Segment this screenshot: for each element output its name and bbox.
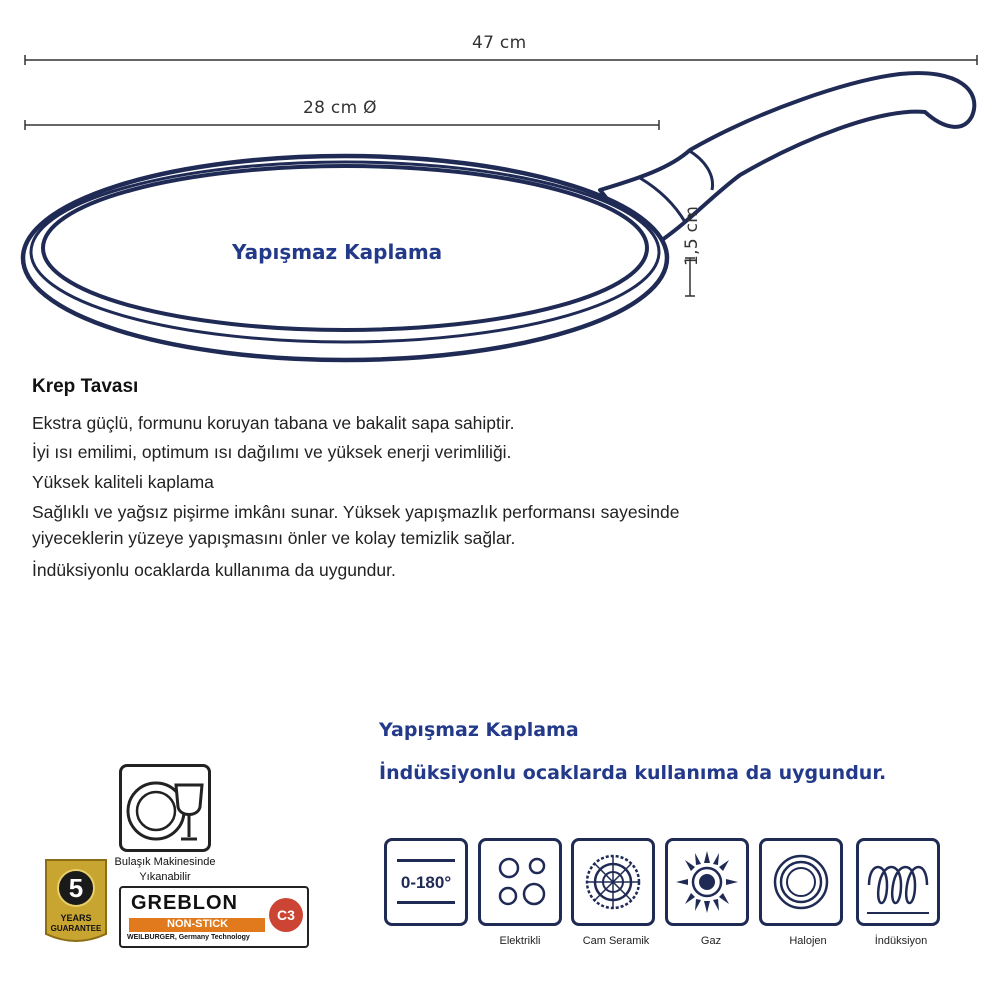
temperature-value: 0-180° [400, 873, 452, 892]
greblon-badge [119, 886, 309, 948]
dishwasher-caption-line2: Yıkanabilir [139, 871, 191, 883]
temperature-range-box [384, 838, 468, 926]
product-line-2: İyi ısı emilimi, optimum ısı dağılımı ve yüksek enerji verimliliği. [32, 442, 512, 462]
induction-hob-icon [859, 841, 937, 923]
height-label: 1,5 cm [682, 205, 702, 266]
guarantee-badge [42, 856, 110, 944]
temperature-top-rule [397, 859, 455, 862]
pan-coating-label: Yapışmaz Kaplama [232, 240, 443, 264]
hob-caption-induction: İndüksiyon [874, 935, 928, 947]
greblon-brand: GREBLON [131, 892, 238, 914]
electric-hob-icon [481, 841, 559, 923]
greblon-sub: NON-STICK [167, 918, 229, 930]
total-length-label: 47 cm [472, 33, 527, 53]
greblon-grade-icon: C3 [269, 898, 303, 932]
gas-hob-box [665, 838, 749, 926]
product-line-4: Sağlıklı ve yağsız pişirme imkânı sunar. Yüksek yapışmazlık performansı sayesinde yiyeceklerin yüzeye yapışmasını önler ve kolay temizlik sağlar. [32, 502, 680, 548]
induction-hob-box [856, 838, 940, 926]
electric-hob-box [478, 838, 562, 926]
product-title: Krep Tavası [32, 376, 139, 397]
dishwasher-safe-icon [119, 764, 211, 852]
ceramic-hob-box [571, 838, 655, 926]
guarantee-number: 5 [68, 873, 84, 903]
ceramic-hob-icon [574, 841, 652, 923]
feature-headline-nonstick: Yapışmaz Kaplama [379, 719, 579, 741]
total-length-dimension-line [25, 55, 977, 65]
hob-caption-ceramic: Cam Seramik [582, 935, 650, 947]
halogen-hob-box [759, 838, 843, 926]
diameter-label: 28 cm Ø [303, 98, 377, 118]
pan-drawing [0, 0, 1000, 370]
guarantee-line1: YEARS [60, 913, 92, 923]
guarantee-line2: GUARANTEE [50, 924, 102, 933]
greblon-maker: WEILBURGER, Germany Technology [127, 934, 250, 941]
dishwasher-caption-line1: Bulaşık Makinesinde [114, 856, 216, 868]
product-line-1: Ekstra güçlü, formunu koruyan tabana ve bakalit sapa sahiptir. [32, 413, 515, 433]
feature-headline-induction: İndüksiyonlu ocaklarda kullanıma da uygundur. [379, 762, 887, 784]
diameter-dimension-line [25, 120, 659, 130]
hob-caption-halogen: Halojen [789, 935, 827, 947]
hob-caption-gas: Gaz [700, 935, 722, 947]
temperature-bottom-rule [397, 901, 455, 904]
gas-hob-icon [668, 841, 746, 923]
halogen-hob-icon [762, 841, 840, 923]
pan-handle [600, 73, 974, 250]
hob-caption-electric: Elektrikli [499, 935, 541, 947]
product-line-3: Yüksek kaliteli kaplama [32, 472, 214, 492]
product-line-5: İndüksiyonlu ocaklarda kullanıma da uygundur. [32, 560, 396, 580]
